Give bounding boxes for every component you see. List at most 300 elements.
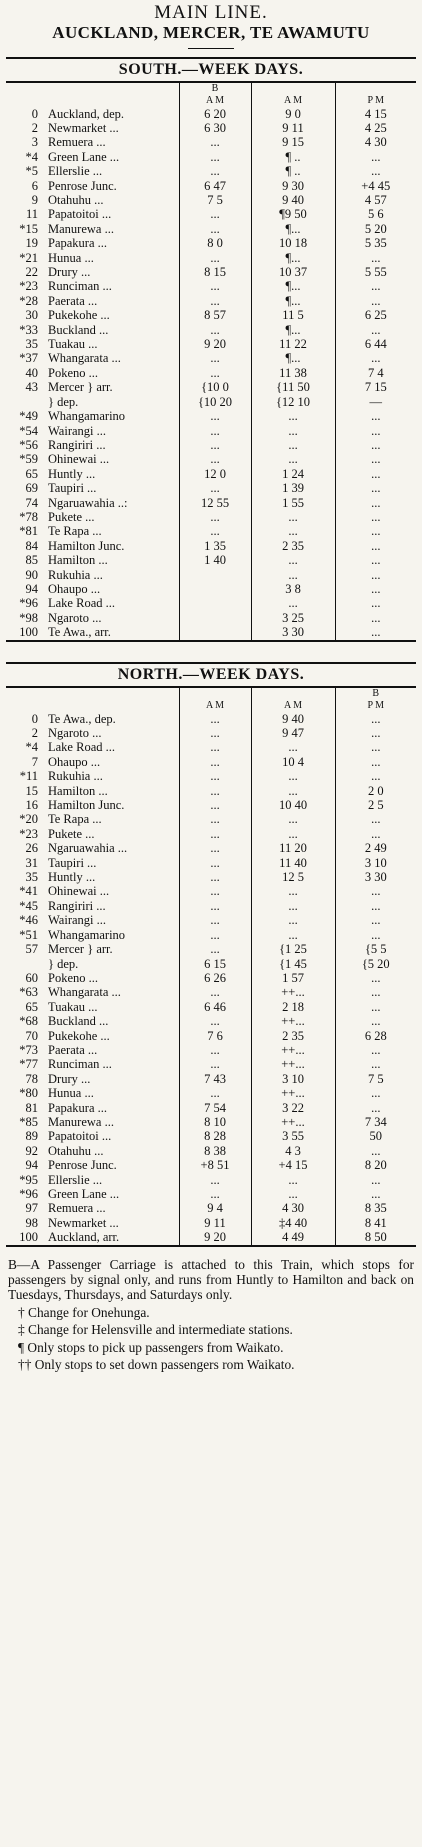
table-row [6,712,416,726]
time-cell: ... [335,611,416,625]
time-cell: 9 20 [179,1230,251,1244]
time-cell: ... [179,251,251,265]
mileage-cell: *85 [19,1114,38,1129]
table-row [6,1201,416,1215]
time-cell: ... [179,323,251,337]
time-cell: 7 4 [335,366,416,380]
header-spacer [44,83,179,95]
station-name: Ohinewai ... [48,884,110,899]
heading-route: AUCKLAND, MERCER, TE AWAMUTU [52,22,370,42]
table-row [6,452,416,466]
table-row [6,784,416,798]
station-name: Tuakau ... [48,337,98,352]
time-cell: ... [335,251,416,265]
table-row [6,1216,416,1230]
station-name: Auckland, arr. [48,1230,120,1245]
time-cell: ... [335,1173,416,1187]
table-row [6,928,416,942]
time-cell: ... [179,812,251,826]
time-cell: ... [335,424,416,438]
time-cell: 4 15 [335,107,416,121]
time-cell: 7 6 [179,1029,251,1043]
time-cell: ... [335,409,416,423]
time-cell: +4 15 [251,1158,335,1172]
time-cell: ... [179,769,251,783]
time-cell: 7 5 [335,1072,416,1086]
train-code-label [335,83,416,95]
north-section [6,662,416,1247]
station-name: Otahuhu ... [48,193,104,208]
station-name: Pukete ... [48,826,95,841]
footnote-double-dagger: ‡ Change for Helensville and intermediate stations. [18,1322,293,1338]
time-cell: 1 35 [179,539,251,553]
time-cell: ... [335,899,416,913]
table-row [6,366,416,380]
time-cell: ... [179,712,251,726]
time-cell: ... [251,553,335,567]
heading-main-line: MAIN LINE. [154,2,268,23]
station-name: Hamilton ... [48,783,108,798]
time-cell: ... [179,424,251,438]
mileage-cell: 100 [19,1230,38,1245]
mileage-cell: *80 [19,1086,38,1101]
time-cell: 10 4 [251,755,335,769]
table-row [6,524,416,538]
station-name: Ellerslie ... [48,164,103,179]
time-cell: 1 39 [251,481,335,495]
time-cell [179,596,251,610]
time-cell: 5 6 [335,207,416,221]
time-cell: ... [179,928,251,942]
table-row [6,150,416,164]
time-cell: ... [335,913,416,927]
station-name: Huntly ... [48,466,96,481]
time-cell: ... [179,351,251,365]
time-cell: ‡4 40 [251,1216,335,1230]
mileage-cell: *96 [19,596,38,611]
station-name: Penrose Junc. [48,1158,117,1173]
time-cell: ... [179,740,251,754]
mileage-cell: 31 [25,855,38,870]
time-cell: 50 [335,1129,416,1143]
mileage-cell: *46 [19,913,38,928]
period-label: P M [335,700,416,712]
table-row [6,323,416,337]
time-cell: ... [335,769,416,783]
time-cell: ... [335,467,416,481]
mileage-cell: *77 [19,1057,38,1072]
mileage-cell: 94 [25,581,38,596]
mileage-cell: *21 [19,250,38,265]
time-cell: 7 54 [179,1101,251,1115]
time-cell: 3 30 [335,870,416,884]
station-name: Rangiriri ... [48,437,106,452]
station-name: Ellerslie ... [48,1172,103,1187]
time-cell: 9 11 [251,121,335,135]
time-cell: ... [335,1187,416,1201]
table-row [6,135,416,149]
time-cell: ... [179,164,251,178]
time-cell: 6 28 [335,1029,416,1043]
time-cell: {11 50 [251,380,335,394]
time-cell: 6 15 [179,957,251,971]
period-row [6,95,416,107]
time-cell: ... [179,1187,251,1201]
section-rule [6,1245,416,1247]
table-row [6,1029,416,1043]
station-name: Green Lane ... [48,1187,120,1202]
mileage-cell [6,957,44,971]
station-name: Te Rapa ... [48,812,102,827]
time-cell: ... [179,452,251,466]
time-cell: ... [179,798,251,812]
table-row [6,438,416,452]
time-cell: ... [251,510,335,524]
table-row [6,236,416,250]
station-name: Remuera ... [48,1201,106,1216]
time-cell: ++... [251,1086,335,1100]
time-cell: ... [251,827,335,841]
station-name: Te Awa., dep. [48,711,116,726]
time-cell: ... [179,985,251,999]
time-cell: ... [179,827,251,841]
station-name: Pokeno ... [48,365,98,380]
time-cell: ... [335,596,416,610]
time-cell: 3 8 [251,582,335,596]
station-name: Wairangi ... [48,423,107,438]
mileage-cell: *45 [19,898,38,913]
station-name: Ngaroto ... [48,610,102,625]
station-name: Drury ... [48,265,91,280]
mileage-cell: *5 [25,164,38,179]
time-cell: 4 25 [335,121,416,135]
mileage-cell: *96 [19,1187,38,1202]
station-name: Whangamarino [48,927,126,942]
time-cell: 1 57 [251,971,335,985]
table-row [6,193,416,207]
time-cell: 6 25 [335,308,416,322]
time-cell: 1 24 [251,467,335,481]
table-row [6,913,416,927]
time-cell: +8 51 [179,1158,251,1172]
train-code-label: B [335,688,416,700]
time-cell: ... [251,812,335,826]
table-row [6,827,416,841]
station-name: Remuera ... [48,135,106,150]
time-cell [179,625,251,639]
timetable-heading [6,3,416,43]
time-cell: 12 55 [179,496,251,510]
time-cell: ... [335,294,416,308]
mileage-cell: *59 [19,452,38,467]
timetable-page [0,3,422,1847]
time-cell: ... [335,568,416,582]
table-row [6,971,416,985]
time-cell: ... [179,899,251,913]
table-row [6,740,416,754]
station-name: Whangamarino [48,409,126,424]
time-cell: ¶... [251,279,335,293]
time-cell: ... [335,1000,416,1014]
time-cell: 10 18 [251,236,335,250]
table-row [6,798,416,812]
time-cell: ... [335,812,416,826]
time-cell: 8 35 [335,1201,416,1215]
station-name: } dep. [48,394,79,409]
time-cell: 8 50 [335,1230,416,1244]
time-cell: 4 30 [251,1201,335,1215]
time-cell: 2 35 [251,539,335,553]
mileage-cell: 100 [19,625,38,640]
time-cell: 4 30 [335,135,416,149]
time-cell: ... [251,899,335,913]
time-cell: ... [179,913,251,927]
time-cell: ... [335,1043,416,1057]
time-cell: ... [335,510,416,524]
table-row [6,553,416,567]
time-cell: ¶ .. [251,164,335,178]
mileage-cell: *56 [19,437,38,452]
time-cell: 9 30 [251,179,335,193]
station-name: Taupiri ... [48,855,97,870]
time-cell: ... [335,1014,416,1028]
mileage-cell: 3 [31,135,38,150]
time-cell: ... [251,740,335,754]
mileage-cell [6,395,44,409]
table-row [6,625,416,639]
mileage-cell: *81 [19,524,38,539]
time-cell: ... [251,568,335,582]
time-cell: ... [179,279,251,293]
station-name: Manurewa ... [48,221,114,236]
train-code-row [6,688,416,700]
time-cell: 8 10 [179,1115,251,1129]
station-name: Rukuhia ... [48,567,103,582]
time-cell: ... [179,726,251,740]
station-name: Auckland, dep. [48,106,125,121]
time-cell: ... [251,1173,335,1187]
time-cell [179,611,251,625]
table-row [6,899,416,913]
mileage-cell: *73 [19,1042,38,1057]
time-cell: {10 20 [179,395,251,409]
station-name: Pukekohe ... [48,308,110,323]
train-code-label [251,83,335,95]
table-row [6,265,416,279]
table-row [6,1187,416,1201]
time-cell: ¶... [251,323,335,337]
time-cell: ... [179,841,251,855]
table-row [6,107,416,121]
table-row [6,380,416,394]
time-cell: 6 26 [179,971,251,985]
time-cell: ... [335,582,416,596]
table-row [6,1115,416,1129]
mileage-cell: *28 [19,293,38,308]
time-cell: ... [335,971,416,985]
table-row [6,726,416,740]
station-name: Pokeno ... [48,970,98,985]
time-cell: 8 28 [179,1129,251,1143]
table-row [6,582,416,596]
mileage-cell: 89 [25,1129,38,1144]
time-cell: ++... [251,1014,335,1028]
mileage-cell: 92 [25,1143,38,1158]
time-cell: ... [179,366,251,380]
mileage-cell: 84 [25,538,38,553]
time-cell: ++... [251,1043,335,1057]
mileage-cell: *4 [25,149,38,164]
mileage-cell: 35 [25,870,38,885]
header-spacer [6,700,44,712]
station-name: Paerata ... [48,1042,98,1057]
time-cell: 11 22 [251,337,335,351]
table-row [6,164,416,178]
time-cell: 6 47 [179,179,251,193]
mileage-cell: 26 [25,841,38,856]
time-cell: ... [179,438,251,452]
time-cell: ... [179,207,251,221]
time-cell: ... [251,769,335,783]
time-cell: ... [179,1086,251,1100]
time-cell: ... [179,784,251,798]
station-name: Buckland ... [48,1014,109,1029]
station-name: Papatoitoi ... [48,207,112,222]
time-cell: 3 10 [251,1072,335,1086]
time-cell: ¶... [251,251,335,265]
time-cell: 8 20 [335,1158,416,1172]
mileage-cell: 65 [25,466,38,481]
station-name: Hamilton Junc. [48,798,125,813]
time-cell: ... [251,884,335,898]
table-row [6,769,416,783]
time-cell: ... [251,524,335,538]
time-cell: ... [251,913,335,927]
station-name: Lake Road ... [48,596,115,611]
table-row [6,856,416,870]
section-title-north: NORTH.—WEEK DAYS. [117,665,305,683]
north-timetable [6,688,416,1245]
station-name: Whangarata ... [48,351,121,366]
time-cell: ¶... [251,222,335,236]
period-label: P M [335,95,416,107]
time-cell: ... [335,884,416,898]
table-row [6,1101,416,1115]
time-cell: ... [335,1101,416,1115]
period-label: A M [251,700,335,712]
station-name: Pukete ... [48,509,95,524]
mileage-cell: 74 [25,495,38,510]
station-name: Penrose Junc. [48,178,117,193]
time-cell: ... [251,784,335,798]
time-cell: 7 43 [179,1072,251,1086]
time-cell: ... [335,164,416,178]
mileage-cell: 35 [25,337,38,352]
time-cell: 9 4 [179,1201,251,1215]
time-cell: ¶9 50 [251,207,335,221]
time-cell: ... [179,510,251,524]
time-cell [179,568,251,582]
mileage-cell: 30 [25,308,38,323]
south-timetable [6,83,416,640]
table-row [6,1158,416,1172]
station-name: Green Lane ... [48,149,120,164]
time-cell: 8 38 [179,1144,251,1158]
footnote-pilcrow: ¶ Only stops to pick up passengers from Waikato. [18,1339,284,1355]
mileage-cell: *20 [19,812,38,827]
time-cell: {10 0 [179,380,251,394]
station-name: Hunua ... [48,250,94,265]
time-cell: 8 41 [335,1216,416,1230]
mileage-cell: 94 [25,1158,38,1173]
time-cell: 9 40 [251,193,335,207]
mileage-cell: 40 [25,365,38,380]
time-cell: 12 5 [251,870,335,884]
mileage-cell: 2 [31,726,38,741]
time-cell: 2 18 [251,1000,335,1014]
table-row [6,1057,416,1071]
header-spacer [44,688,179,700]
time-cell: 6 44 [335,337,416,351]
time-cell: 3 10 [335,856,416,870]
mileage-cell: *54 [19,423,38,438]
mileage-cell: 15 [25,783,38,798]
station-name: Papakura ... [48,1100,108,1115]
table-row [6,207,416,221]
time-cell: 3 25 [251,611,335,625]
time-cell: ... [179,942,251,956]
time-cell: ... [251,452,335,466]
table-row [6,957,416,971]
mileage-cell: 90 [25,567,38,582]
station-name: Tuakau ... [48,999,98,1014]
station-name: Newmarket ... [48,1215,119,1230]
time-cell: ¶... [251,294,335,308]
section-gap [6,642,416,662]
mileage-cell: 60 [25,970,38,985]
table-row [6,812,416,826]
table-row [6,539,416,553]
table-row [6,279,416,293]
time-cell: 10 40 [251,798,335,812]
table-row [6,985,416,999]
time-cell: ... [251,438,335,452]
station-name: Whangarata ... [48,985,121,1000]
time-cell: ... [335,553,416,567]
time-cell: 2 49 [335,841,416,855]
station-name: Pukekohe ... [48,1028,110,1043]
station-name: Mercer } arr. [48,942,113,957]
mileage-cell: 16 [25,798,38,813]
station-name: Otahuhu ... [48,1143,104,1158]
header-spacer [44,700,179,712]
time-cell: ... [179,1014,251,1028]
table-row [6,841,416,855]
time-cell: 3 55 [251,1129,335,1143]
time-cell: ... [335,438,416,452]
station-name: Wairangi ... [48,913,107,928]
table-row [6,351,416,365]
period-label: A M [179,700,251,712]
period-row [6,700,416,712]
mileage-cell: *37 [19,351,38,366]
table-row [6,596,416,610]
time-cell: ... [335,452,416,466]
mileage-cell: *78 [19,509,38,524]
time-cell: 8 15 [179,265,251,279]
station-name: Hamilton Junc. [48,538,125,553]
time-cell: 4 57 [335,193,416,207]
